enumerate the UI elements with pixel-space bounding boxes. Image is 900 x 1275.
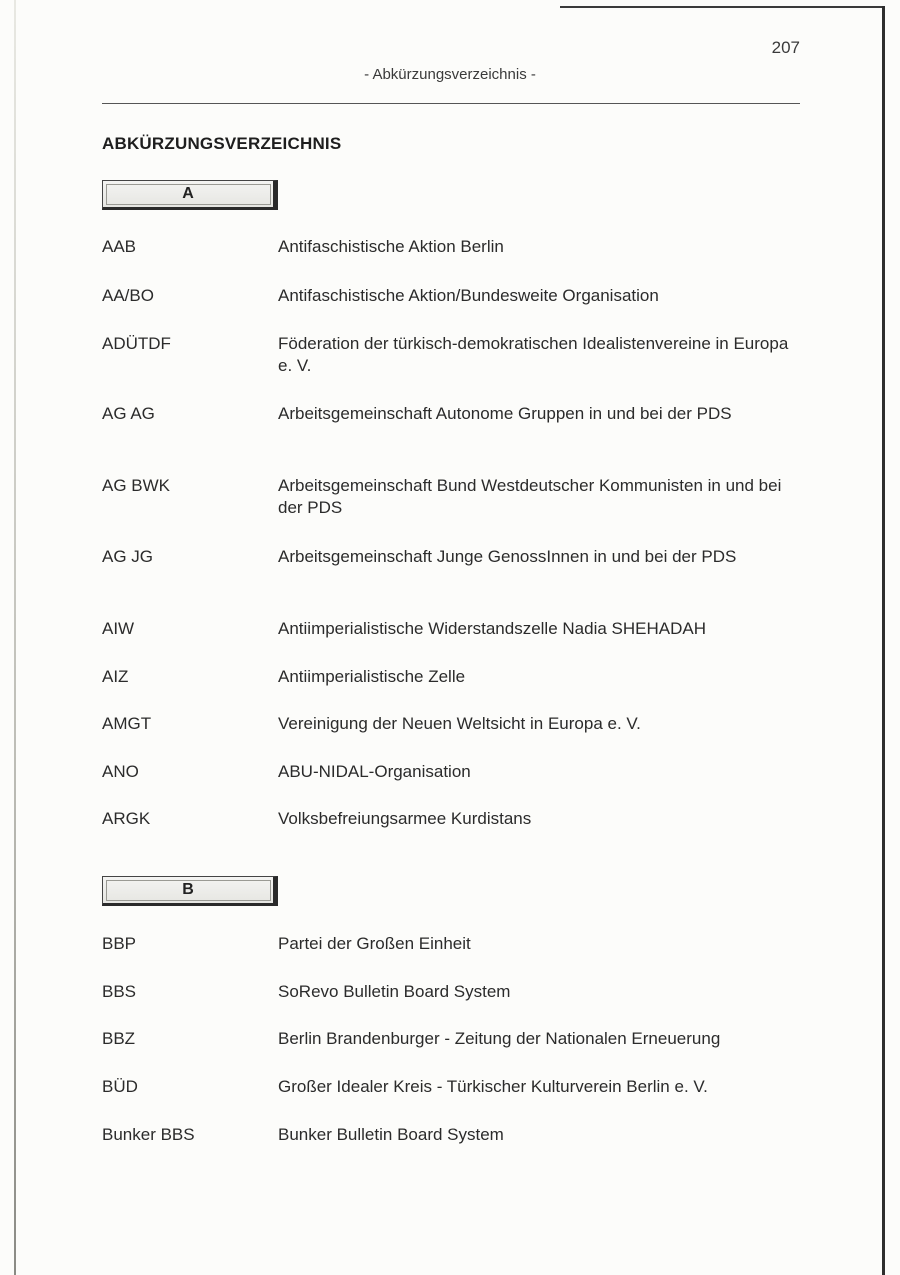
abbreviation: AIZ [102, 667, 129, 686]
definition: Arbeitsgemeinschaft Autonome Gruppen in und bei der PDS [278, 404, 732, 423]
list-item [102, 285, 802, 307]
page-title: ABKÜRZUNGSVERZEICHNIS [102, 134, 342, 153]
header-rule [102, 103, 800, 104]
abbreviation: BBS [102, 982, 137, 1001]
definition: SoRevo Bulletin Board System [278, 982, 511, 1001]
list-item [102, 1124, 802, 1146]
running-head: - Abkürzungsverzeichnis - [364, 66, 536, 83]
list-item [102, 333, 802, 377]
list-item [102, 981, 802, 1003]
abbreviation: AG BWK [102, 476, 171, 495]
definition: Partei der Großen Einheit [278, 934, 471, 953]
definition: Antifaschistische Aktion Berlin [278, 237, 504, 256]
definition: Antiimperialistische Zelle [278, 667, 466, 686]
abbreviation: AMGT [102, 714, 152, 733]
definition: Föderation der türkisch-demokratischen Idealistenvereine in Europa e. V. [278, 334, 789, 375]
abbreviation: ARGK [102, 809, 151, 828]
page-number: 207 [771, 38, 800, 57]
definition: Arbeitsgemeinschaft Junge GenossInnen in und bei der PDS [278, 547, 737, 566]
scan-edge-top [560, 6, 884, 8]
list-item [102, 713, 802, 735]
abbreviation: AG JG [102, 547, 154, 566]
definition: Bunker Bulletin Board System [278, 1125, 504, 1144]
abbreviation: AG AG [102, 404, 155, 423]
abbreviation: AIW [102, 619, 135, 638]
definition: Großer Idealer Kreis - Türkischer Kulturverein Berlin e. V. [278, 1077, 708, 1096]
list-item [102, 618, 802, 640]
section-heading-b [102, 876, 278, 906]
list-item [102, 933, 802, 955]
abbreviation: ANO [102, 762, 139, 781]
abbreviation: AA/BO [102, 286, 154, 305]
scan-edge-right [882, 6, 885, 1275]
abbreviation: BBZ [102, 1029, 136, 1048]
abbreviation: ADÜTDF [102, 334, 171, 353]
list-item [102, 403, 802, 425]
section-letter: A [182, 185, 194, 202]
list-item [102, 475, 802, 519]
definition: Vereinigung der Neuen Weltsicht in Europa e. V. [278, 714, 641, 733]
definition: Antiimperialistische Widerstandszelle Nadia SHEHADAH [278, 619, 706, 638]
definition: Berlin Brandenburger - Zeitung der Nationalen Erneuerung [278, 1029, 721, 1048]
definition: Volksbefreiungsarmee Kurdistans [278, 809, 532, 828]
definition: Arbeitsgemeinschaft Bund Westdeutscher Kommunisten in und bei der PDS [278, 476, 782, 517]
list-item [102, 761, 802, 783]
definition: Antifaschistische Aktion/Bundesweite Organisation [278, 286, 659, 305]
list-item [102, 666, 802, 688]
list-item [102, 808, 802, 830]
section-heading-a [102, 180, 278, 210]
abbreviation: Bunker BBS [102, 1125, 195, 1144]
abbreviation: BBP [102, 934, 137, 953]
list-item [102, 546, 802, 568]
abbreviation: BÜD [102, 1077, 138, 1096]
list-item [102, 1076, 802, 1098]
scan-edge-left [14, 0, 16, 1275]
list-item [102, 1028, 802, 1050]
abbreviation: AAB [102, 237, 137, 256]
definition: ABU-NIDAL-Organisation [278, 762, 471, 781]
list-item [102, 236, 802, 258]
section-letter: B [182, 881, 194, 898]
